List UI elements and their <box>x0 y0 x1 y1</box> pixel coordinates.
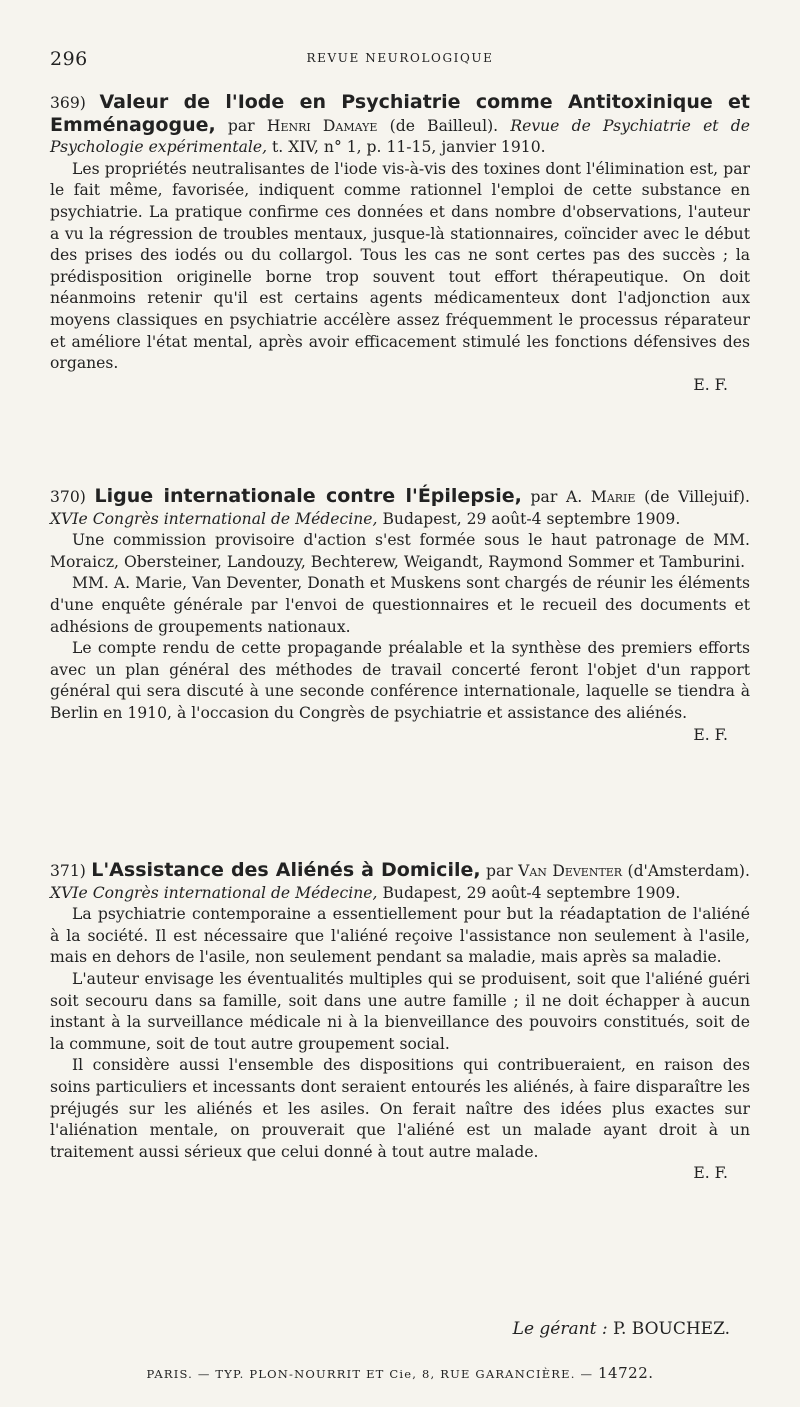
article-title: L'Assistance des Aliénés à Domicile, <box>91 859 481 881</box>
article-number: 369) <box>50 94 86 112</box>
article-by: par <box>530 488 558 506</box>
article-affiliation: (de Villejuif). <box>644 488 750 506</box>
article-369 <box>50 92 750 396</box>
article-author: Henri Damaye <box>266 116 378 135</box>
article-paragraph: La psychiatrie contemporaine a essentiellement pour but la réadaptation de l'aliéné à la société. Il est nécessaire que l'aliéné reçoive l'assistance non seulement à l'asile, mais en dehors de l'asile, non seulement pendant sa maladie, mais après sa maladie. <box>50 905 750 967</box>
article-affiliation: (d'Amsterdam). <box>627 862 750 880</box>
article-by: par <box>227 116 255 135</box>
article-source: Revue de Psychiatrie et de Psychologie expérimentale, <box>50 116 750 157</box>
page-number: 296 <box>50 48 88 70</box>
article-author: Van Deventer <box>518 862 623 880</box>
article-heading <box>50 92 750 159</box>
article-title: Ligue internationale contre l'Épilepsie, <box>94 485 522 507</box>
article-author: A. Marie <box>565 488 636 506</box>
article-details: t. XIV, n° 1, p. 11-15, janvier 1910. <box>272 138 546 157</box>
manager-signature <box>50 1319 730 1339</box>
article-source: XVIe Congrès international de Médecine, <box>50 509 378 528</box>
article-paragraph: Les propriétés neutralisantes de l'iode vis-à-vis des toxines dont l'élimination est, par le fait même, favorisée, indiquent comme rationnel l'emploi de cette substance en psychiatrie. La pratique confirme ces données et dans nombre d'observations, l'auteur a vu la régression de troubles mentaux, jusque-là stationnaires, coïncider avec le début des prises des iodés ou du collargol. Tous les cas ne sont certes pas des succès ; la prédisposition originelle borne trop souvent tout effort thérapeutique. On doit néanmoins retenir qu'il est certains agents médicamenteux dont l'adjonction aux moyens classiques en psychiatrie accélère assez fréquemment le processus réparateur et améliore l'état mental, après avoir efficacement stimulé les fonctions défensives des organes. <box>50 159 750 373</box>
article-paragraph: L'auteur envisage les éventualités multiples qui se produisent, soit que l'aliéné guéri soit secouru dans sa famille, soit dans une autre famille ; il ne doit échapper à aucun instant à la surveillance médicale ni à la bienveillance des pouvoirs constitués, soit de la commune, soit de tout autre groupement social. <box>50 969 750 1053</box>
article-371 <box>50 860 750 1185</box>
article-title: Valeur de l'Iode en Psychiatrie comme Antitoxinique et Emménagogue, <box>50 91 750 136</box>
manager-name: P. BOUCHEZ. <box>612 1319 730 1339</box>
article-paragraph: MM. A. Marie, Van Deventer, Donath et Muskens sont chargés de réunir les éléments d'une enquête générale par l'envoi de questionnaires et le recueil des documents et adhésions de groupements nationaux. <box>50 574 750 636</box>
manager-label: Le gérant : <box>512 1319 608 1339</box>
article-source: XVIe Congrès international de Médecine, <box>50 883 378 902</box>
article-paragraph: Il considère aussi l'ensemble des dispositions qui contribueraient, en raison des soins particuliers et incessants dont seraient entourés les aliénés, à faire disparaître les préjugés sur les aliénés et les asiles. On ferait naître des idées plus exactes sur l'aliénation mentale, on prouverait que l'aliéné est un malade ayant droit à un traitement aussi sérieux que celui donné à tout autre malade. <box>50 1056 750 1161</box>
article-signature: E. F. <box>693 375 728 394</box>
printer-text: PARIS. — TYP. PLON-NOURRIT ET Cie, 8, RUE GARANCIÈRE. — <box>146 1367 594 1381</box>
article-number: 371) <box>50 862 86 880</box>
article-signature: E. F. <box>693 1164 728 1183</box>
printer-imprint <box>50 1364 750 1382</box>
article-signature: E. F. <box>693 725 728 744</box>
article-370 <box>50 486 750 746</box>
article-number: 370) <box>50 488 86 506</box>
article-heading <box>50 486 750 530</box>
journal-title: REVUE NEUROLOGIQUE <box>306 51 494 65</box>
article-details: Budapest, 29 août-4 septembre 1909. <box>382 883 681 902</box>
article-details: Budapest, 29 août-4 septembre 1909. <box>382 509 681 528</box>
article-by: par <box>485 862 513 880</box>
article-paragraph: Le compte rendu de cette propagande préalable et la synthèse des premiers efforts avec un plan général des méthodes de travail concerté feront l'objet d'un rapport général qui sera discuté à une seconde conférence internationale, laquelle se tiendra à Berlin en 1910, à l'occasion du Congrès de psychiatrie et assistance des aliénés. <box>50 639 750 722</box>
article-heading <box>50 860 750 904</box>
running-head <box>50 48 750 70</box>
article-affiliation: (de Bailleul). <box>389 116 499 135</box>
article-paragraph: Une commission provisoire d'action s'est formée sous le haut patronage de MM. Moraicz, Obersteiner, Landouzy, Bechterew, Weigandt, Raymond Sommer et Tamburini. <box>50 531 750 571</box>
printer-number: 14722. <box>598 1364 654 1382</box>
